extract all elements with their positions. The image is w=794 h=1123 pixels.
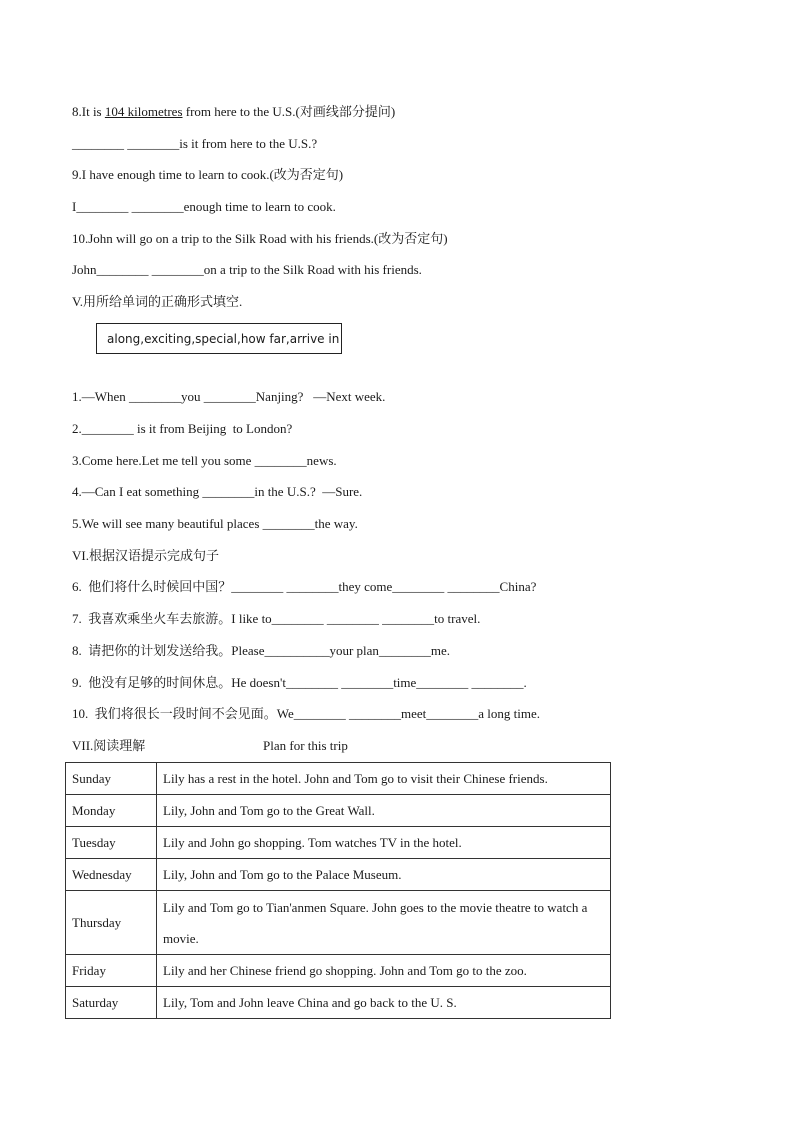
word-bank-text: along,exciting,special,how far,arrive in bbox=[107, 331, 340, 346]
question-9: 9.I have enough time to learn to cook.(改为否定句) bbox=[72, 167, 344, 182]
plan-cell: Lily and her Chinese friend go shopping. John and Tom go to the zoo. bbox=[157, 955, 611, 987]
section-v-item-4: 4.—Can I eat something ________in the U.S.? —Sure. bbox=[72, 484, 363, 499]
day-cell: Thursday bbox=[66, 891, 157, 955]
day-cell: Tuesday bbox=[66, 827, 157, 859]
table-row bbox=[66, 955, 611, 987]
q8-suffix: from here to the U.S.(对画线部分提问) bbox=[182, 104, 396, 119]
section-vii-heading: VII.阅读理解 bbox=[72, 738, 146, 753]
q8-underlined-phrase: 104 kilometres bbox=[104, 104, 183, 119]
section-v-heading: V.用所给单词的正确形式填空. bbox=[72, 294, 243, 309]
section-vi-item-6: 6. 他们将什么时候回中国？________ ________they come________ ________China? bbox=[72, 579, 537, 594]
day-cell: Monday bbox=[66, 795, 157, 827]
section-vi-item-8: 8. 请把你的计划发送给我。Please__________your plan________me. bbox=[72, 643, 451, 658]
section-v-item-3: 3.Come here.Let me tell you some ________news. bbox=[72, 453, 337, 468]
day-cell: Saturday bbox=[66, 987, 157, 1019]
day-cell: Sunday bbox=[66, 763, 157, 795]
trip-plan-table bbox=[65, 762, 611, 1019]
day-cell: Wednesday bbox=[66, 859, 157, 891]
section-vi-item-7: 7. 我喜欢乘坐火车去旅游。I like to________ ________ ________to travel. bbox=[72, 611, 481, 626]
plan-cell: Lily and Tom go to Tian'anmen Square. John goes to the movie theatre to watch a movie. bbox=[157, 891, 611, 955]
word-bank-box bbox=[96, 323, 342, 354]
section-vi-heading: VI.根据汉语提示完成句子 bbox=[72, 548, 219, 563]
plan-cell: Lily, Tom and John leave China and go back to the U. S. bbox=[157, 987, 611, 1019]
question-8 bbox=[72, 104, 395, 120]
question-10-answer: John________ ________on a trip to the Silk Road with his friends. bbox=[72, 262, 422, 277]
section-vi-item-9: 9. 他没有足够的时间休息。He doesn't________ ________time________ ________. bbox=[72, 675, 527, 690]
plan-cell: Lily has a rest in the hotel. John and Tom go to visit their Chinese friends. bbox=[157, 763, 611, 795]
section-vi-item-10: 10. 我们将很长一段时间不会见面。We________ ________meet________a long time. bbox=[72, 706, 541, 721]
plan-cell: Lily and John go shopping. Tom watches TV in the hotel. bbox=[157, 827, 611, 859]
table-row bbox=[66, 763, 611, 795]
table-row bbox=[66, 891, 611, 955]
table-row bbox=[66, 795, 611, 827]
day-cell: Friday bbox=[66, 955, 157, 987]
q8-prefix: 8.It is bbox=[72, 104, 105, 119]
table-row bbox=[66, 859, 611, 891]
section-v-item-1: 1.—When ________you ________Nanjing? —Next week. bbox=[72, 389, 386, 404]
question-8-answer: ________ ________is it from here to the U.S.? bbox=[72, 136, 318, 151]
plan-cell: Lily, John and Tom go to the Palace Museum. bbox=[157, 859, 611, 891]
plan-cell: Lily, John and Tom go to the Great Wall. bbox=[157, 795, 611, 827]
question-9-answer: I________ ________enough time to learn to cook. bbox=[72, 199, 336, 214]
table-row bbox=[66, 987, 611, 1019]
table-row bbox=[66, 827, 611, 859]
question-10: 10.John will go on a trip to the Silk Road with his friends.(改为否定句) bbox=[72, 231, 448, 246]
table-title: Plan for this trip bbox=[263, 738, 348, 753]
section-v-item-2: 2.________ is it from Beijing to London? bbox=[72, 421, 293, 436]
section-v-item-5: 5.We will see many beautiful places ________the way. bbox=[72, 516, 358, 531]
